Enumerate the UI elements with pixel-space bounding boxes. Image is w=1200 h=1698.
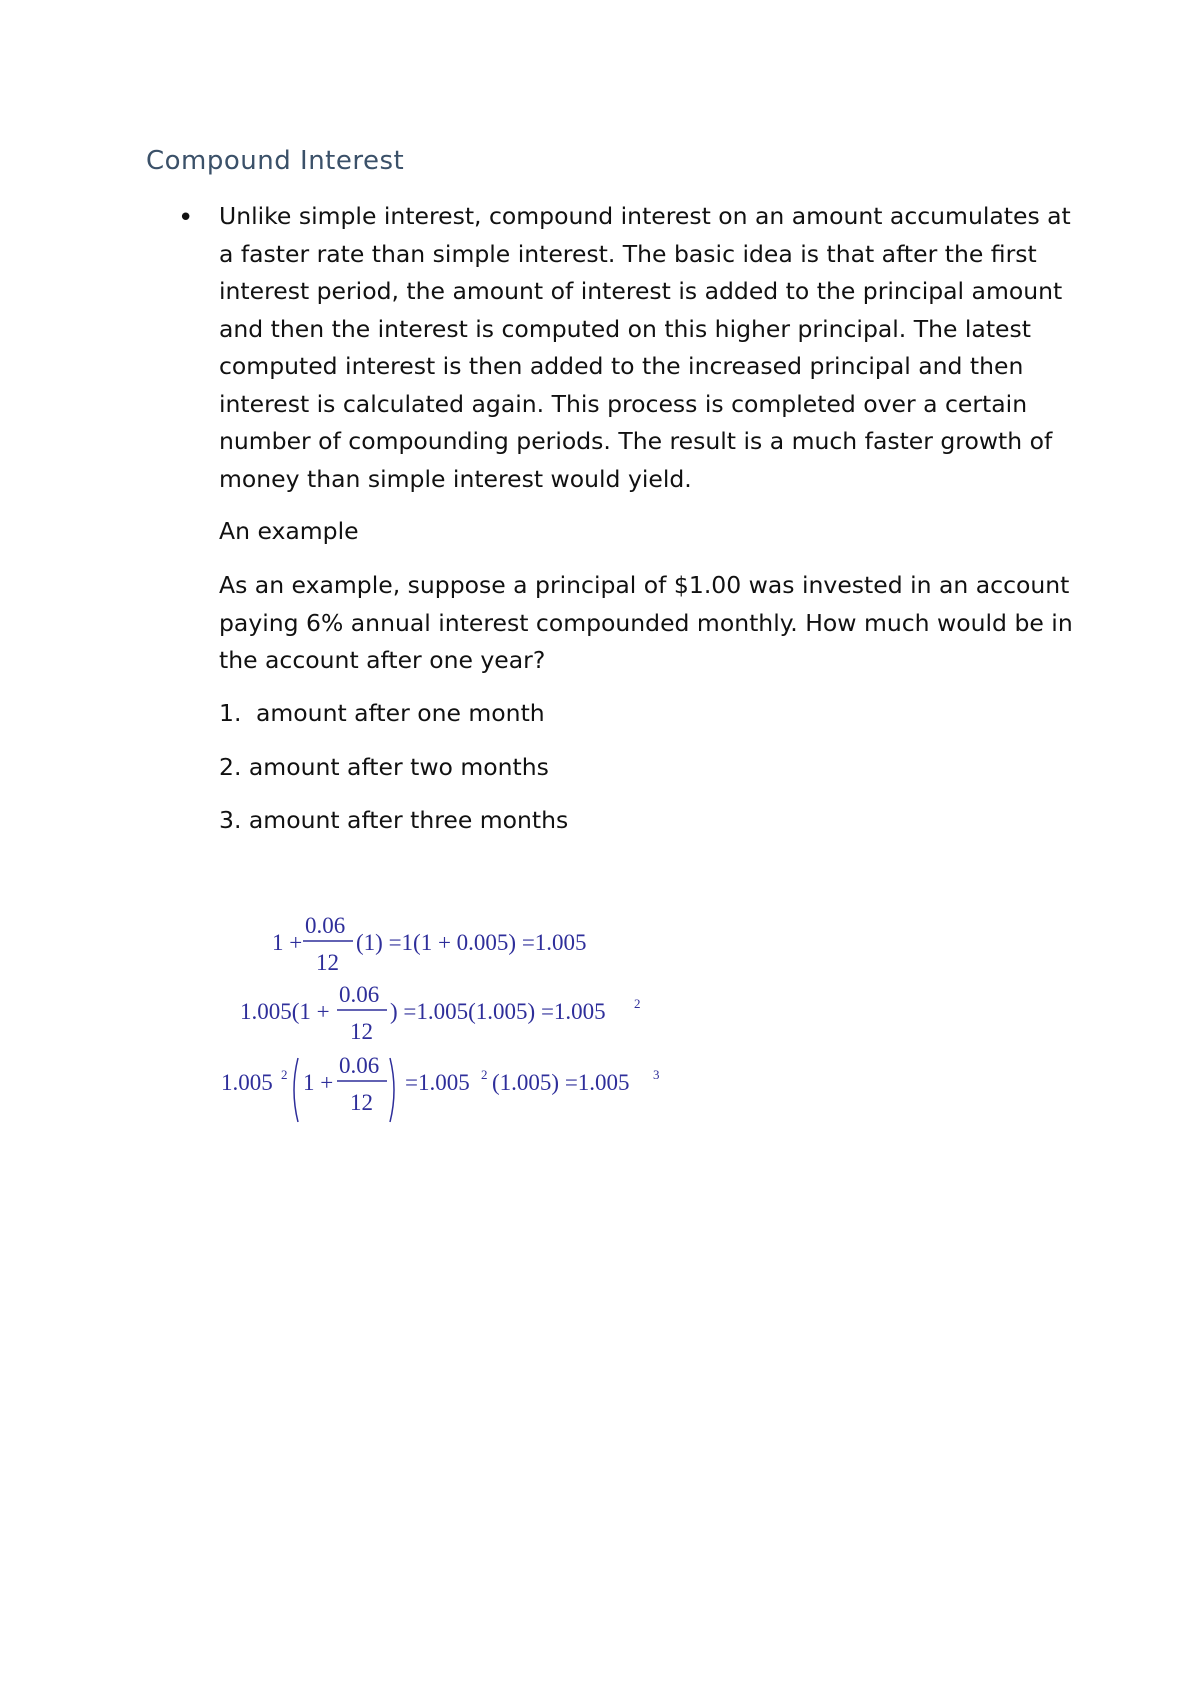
list-item-text: amount after one month [256,699,545,727]
eq2-tail: ) =1.005(1.005) =1.005 [390,999,606,1024]
eq3-left-paren [294,1058,298,1122]
bullet-marker: • [178,203,194,233]
equation-1 [272,913,587,975]
list-item-number: 3. [219,806,242,834]
list-item-text: amount after three months [248,806,569,834]
eq3-numerator: 0.06 [339,1053,380,1078]
eq3-exponent: 3 [653,1067,660,1082]
list-item-number: 1. [219,699,242,727]
intro-paragraph: Unlike simple interest, compound interest on an amount accumulates at a faster rate than simple interest. The basic idea is that after the first interest period, the amount of interest is added to the principal amount and then the interest is computed on this higher principal. The latest computed interest is then added to the increased principal and then interest is calculated again. This process is completed over a certain number of compounding periods. The result is a much faster growth of money than simple interest would yield. [219,202,1071,493]
example-subheading: An example [219,517,359,545]
eq3-inner: 1 + [303,1070,334,1095]
eq1-numerator: 0.06 [305,913,346,938]
example-paragraph: As an example, suppose a principal of $1.00 was invested in an account paying 6% annual interest compounded monthly. How much would be in the account after one year? [219,571,1073,674]
eq2-exponent: 2 [634,996,641,1011]
eq3-lead: 1.005 [221,1070,273,1095]
eq1-lead: 1 + [272,930,303,955]
eq3-lead-exponent: 2 [281,1067,288,1082]
equation-2 [240,982,641,1044]
eq2-denominator: 12 [350,1019,373,1044]
page-title: Compound Interest [146,146,405,176]
eq1-denominator: 12 [316,950,339,975]
eq1-tail: (1) =1(1 + 0.005) =1.005 [356,930,587,955]
list-item-text: amount after two months [248,753,549,781]
eq3-right-paren [390,1058,394,1122]
eq2-numerator: 0.06 [339,982,380,1007]
list-item-number: 2. [219,753,242,781]
equation-3 [221,1053,660,1122]
eq3-middle: =1.005 [405,1070,470,1095]
eq3-tail: (1.005) =1.005 [492,1070,630,1095]
eq3-middle-exponent: 2 [481,1067,488,1082]
eq2-lead: 1.005(1 + [240,999,330,1024]
eq3-denominator: 12 [350,1090,373,1115]
